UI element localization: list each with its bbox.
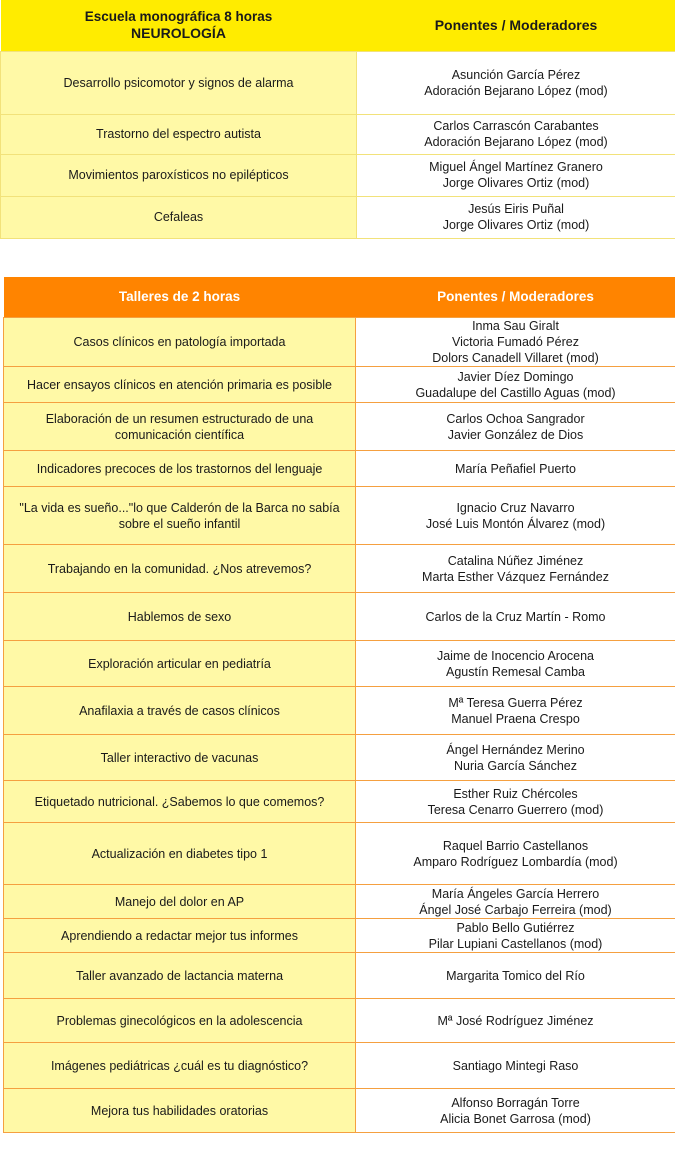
topic-cell: Imágenes pediátricas ¿cuál es tu diagnóstico? [4,1043,356,1089]
neurologia-header-row [1,0,675,51]
speaker-name: José Luis Montón Álvarez (mod) [425,516,606,531]
topic-cell: Cefaleas [1,196,357,238]
table-row [4,318,675,367]
speaker-name: Esther Ruiz Chércoles [453,786,578,801]
topic-cell: Actualización en diabetes tipo 1 [4,823,356,885]
speaker-name: Inma Sau Giralt [472,319,559,333]
speaker-name: Raquel Barrio Castellanos [442,838,589,853]
table-row [4,403,675,451]
speakers-cell [356,735,675,781]
speakers-cell [356,593,675,641]
table-row [1,114,675,154]
table-row [4,1043,675,1089]
topic-cell: Aprendiendo a redactar mejor tus informes [4,919,356,953]
speaker-name: Jorge Olivares Ortiz (mod) [442,218,590,232]
speakers-cell [356,1043,675,1089]
speaker-name: Dolors Canadell Villaret (mod) [432,351,599,365]
table-row [4,687,675,735]
speakers-cell [356,403,675,451]
header-line2: NEUROLOGÍA [131,25,226,42]
talleres-table [3,277,675,1133]
speakers-cell [356,781,675,823]
speakers-cell [356,545,675,593]
table-row [4,367,675,403]
topic-cell: Taller interactivo de vacunas [4,735,356,781]
topic-cell: Problemas ginecológicos en la adolescencia [4,999,356,1043]
speaker-name: Manuel Praena Crespo [451,711,580,726]
topic-cell: Trastorno del espectro autista [1,114,357,154]
speaker-name: Jaime de Inocencio Arocena [436,648,595,663]
speakers-cell [356,367,675,403]
topic-cell: Movimientos paroxísticos no epilépticos [1,154,357,196]
table-row [1,154,675,196]
table-row [1,196,675,238]
speakers-cell [356,687,675,735]
speaker-name: Adoración Bejarano López (mod) [424,135,608,149]
speaker-name: Carlos Carrascón Carabantes [433,119,599,133]
table-row [4,641,675,687]
speakers-cell [357,114,675,154]
table-row [4,451,675,487]
table-row [4,953,675,999]
table-row [4,1089,675,1133]
speaker-name: Margarita Tomico del Río [446,968,585,983]
topic-cell: Desarrollo psicomotor y signos de alarma [1,51,357,114]
speaker-name: Amparo Rodríguez Lombardía (mod) [413,854,618,869]
speakers-cell [357,51,675,114]
table-row [4,999,675,1043]
speakers-cell [356,999,675,1043]
neurologia-table [0,0,675,239]
table-row [4,885,675,919]
topic-cell: Taller avanzado de lactancia materna [4,953,356,999]
speaker-name: Teresa Cenarro Guerrero (mod) [427,802,604,817]
speaker-name: Marta Esther Vázquez Fernández [422,569,609,584]
topic-cell: Manejo del dolor en AP [4,885,356,919]
speaker-name: María Ángeles García Herrero [431,886,600,901]
topic-cell: Etiquetado nutricional. ¿Sabemos lo que comemos? [4,781,356,823]
speaker-name: Ángel José Carbajo Ferreira (mod) [419,902,612,917]
topic-cell: Hablemos de sexo [4,593,356,641]
talleres-header-left: Talleres de 2 horas [4,277,356,318]
speaker-name: Jesús Eiris Puñal [468,202,564,216]
table-row [4,781,675,823]
topic-cell: Hacer ensayos clínicos en atención primaria es posible [4,367,356,403]
table-row [4,545,675,593]
table-row [4,593,675,641]
speakers-cell [356,1089,675,1133]
topic-cell: Indicadores precoces de los trastornos del lenguaje [4,451,356,487]
talleres-header-right: Ponentes / Moderadores [356,277,675,318]
topic-cell: Anafilaxia a través de casos clínicos [4,687,356,735]
speakers-cell [356,823,675,885]
speaker-name: Javier González de Dios [447,427,584,442]
speaker-name: Agustín Remesal Camba [446,664,585,679]
speakers-cell [356,487,675,545]
speakers-cell [356,885,675,919]
speaker-name: Nuria García Sánchez [454,758,577,773]
neurologia-header-right: Ponentes / Moderadores [357,0,675,51]
topic-cell: Trabajando en la comunidad. ¿Nos atrevemos? [4,545,356,593]
speaker-name: Mª Teresa Guerra Pérez [448,695,583,710]
speaker-name: Carlos Ochoa Sangrador [446,411,585,426]
speaker-name: Victoria Fumadó Pérez [452,335,579,349]
speakers-cell [357,154,675,196]
speaker-name: Alfonso Borragán Torre [451,1095,580,1110]
speaker-name: Asunción García Pérez [451,67,581,82]
topic-cell: Casos clínicos en patología importada [4,318,356,367]
speaker-name: Adoración Bejarano López (mod) [424,83,608,98]
speaker-name: Santiago Mintegi Raso [452,1058,579,1073]
neurologia-header-left [1,0,357,51]
table-row [1,51,675,114]
topic-cell: Elaboración de un resumen estructurado de una comunicación científica [4,403,356,451]
speaker-name: Pablo Bello Gutiérrez [456,920,575,935]
speakers-cell [356,919,675,953]
speaker-name: Alicia Bonet Garrosa (mod) [440,1111,591,1126]
table-row [4,487,675,545]
speaker-name: Catalina Núñez Jiménez [447,553,584,568]
speakers-cell [356,451,675,487]
speakers-cell [357,196,675,238]
table-row [4,823,675,885]
table-row [4,735,675,781]
talleres-header-row [4,277,675,318]
topic-cell: "La vida es sueño..."lo que Calderón de la Barca no sabía sobre el sueño infantil [4,487,356,545]
table-row [4,919,675,953]
speaker-name: Miguel Ángel Martínez Granero [429,160,603,174]
speakers-cell [356,641,675,687]
speaker-name: Guadalupe del Castillo Aguas (mod) [415,385,616,400]
speaker-name: Mª José Rodríguez Jiménez [437,1013,594,1028]
topic-cell: Mejora tus habilidades oratorias [4,1089,356,1133]
header-line1: Escuela monográfica 8 horas [84,9,273,25]
speakers-cell [356,318,675,367]
speaker-name: Ángel Hernández Merino [446,742,585,757]
speaker-name: Javier Díez Domingo [457,369,574,384]
speaker-name: Ignacio Cruz Navarro [456,500,575,515]
speakers-cell [356,953,675,999]
speaker-name: María Peñafiel Puerto [455,461,576,476]
speaker-name: Carlos de la Cruz Martín - Romo [425,609,606,624]
topic-cell: Exploración articular en pediatría [4,641,356,687]
speaker-name: Jorge Olivares Ortiz (mod) [442,176,590,190]
speaker-name: Pilar Lupiani Castellanos (mod) [428,936,603,951]
